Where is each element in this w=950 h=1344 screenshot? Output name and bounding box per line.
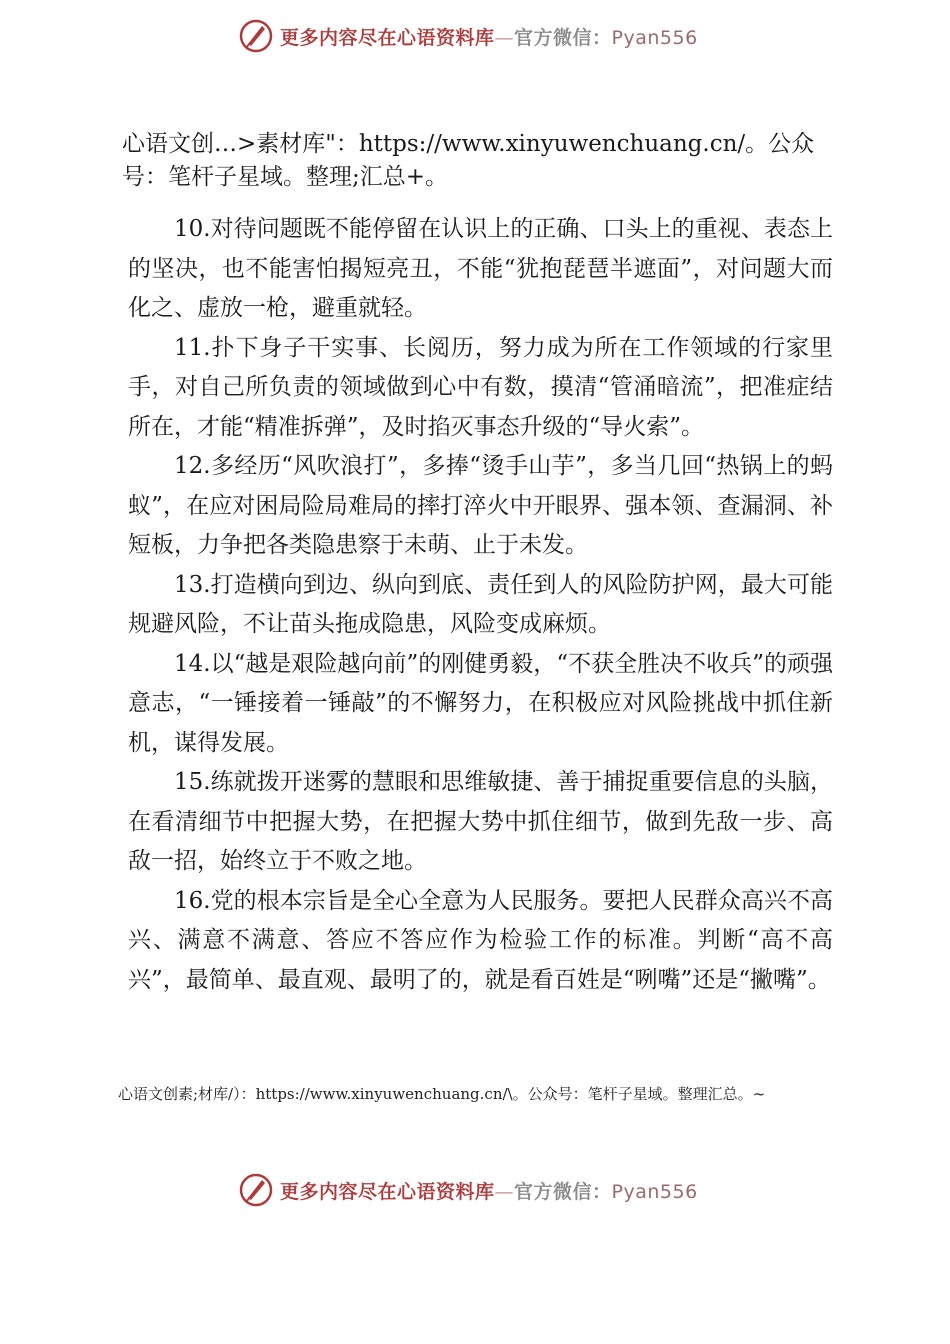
paragraph-12: 12.多经历“风吹浪打”，多捧“烫手山芋”，多当几回“热锅上的蚂蚁”，在应对困局险局难局的摔打淬火中开眼界、强本领、查漏洞、补短板，力争把各类隐患察于未萌、止于未发。	[128, 453, 833, 558]
logo-icon	[238, 1172, 274, 1208]
paragraph-13: 13.打造横向到边、纵向到底、责任到人的风险防护网，最大可能规避风险，不让苗头拖成隐患，风险变成麻烦。	[128, 571, 833, 637]
banner-main: 更多内容尽在心语资料库	[280, 26, 495, 49]
paragraph-10: 10.对待问题既不能停留在认识上的正确、口头上的重视、表态上的坚决，也不能害怕揭短亮丑，不能“犹抱琵琶半遮面”，对问题大而化之、虚放一枪，避重就轻。	[128, 216, 833, 321]
source-note-bottom: 心语文创素;材库/）：https://www.xinyuwenchuang.cn/\。公众号：笔杆子星域。整理汇总。~	[118, 1085, 766, 1103]
banner-label: 官方微信：	[514, 26, 612, 49]
banner-text	[280, 23, 698, 50]
banner-dash: —	[494, 1180, 515, 1203]
paragraph-14: 14.以“越是艰险越向前”的刚健勇毅，“不获全胜决不收兵”的顽强意志，“一锤接着一锤敲”的不懈努力，在积极应对风险挑战中抓住新机，谋得发展。	[128, 650, 833, 756]
paragraph-16: 16.党的根本宗旨是全心全意为人民服务。要把人民群众高兴不高兴、满意不满意、答应不答应作为检验工作的标准。判断“高不高兴”，最简单、最直观、最明了的，就是看百姓是“咧嘴”还是“撇嘴”。	[128, 887, 833, 993]
banner-dash: —	[494, 26, 515, 49]
paragraph-11: 11.扑下身子干实事、长阅历，努力成为所在工作领域的行家里手，对自己所负责的领域做到心中有数，摸清“管涌暗流”，把准症结所在，才能“精准拆弹”，及时掐灭事态升级的“导火索”。	[128, 334, 833, 440]
header-banner	[238, 16, 698, 56]
logo-icon	[238, 18, 274, 54]
banner-wechat-id: Pyan556	[611, 26, 698, 49]
banner-wechat-id: Pyan556	[611, 1180, 698, 1203]
paragraph-15: 15.练就拨开迷雾的慧眼和思维敏捷、善于捕捉重要信息的头脑，在看清细节中把握大势，在把握大势中抓住细节，做到先敌一步、高敌一招，始终立于不败之地。	[128, 769, 833, 874]
footer-banner	[238, 1170, 698, 1210]
banner-label: 官方微信：	[514, 1180, 612, 1203]
document-body	[128, 210, 833, 1000]
source-note-top: 心语文创…>素材库"：https://www.xinyuwenchuang.cn/。公众号：笔杆子星域。整理;汇总+。	[122, 131, 815, 190]
banner-main: 更多内容尽在心语资料库	[280, 1180, 495, 1203]
banner-text	[280, 1177, 698, 1204]
